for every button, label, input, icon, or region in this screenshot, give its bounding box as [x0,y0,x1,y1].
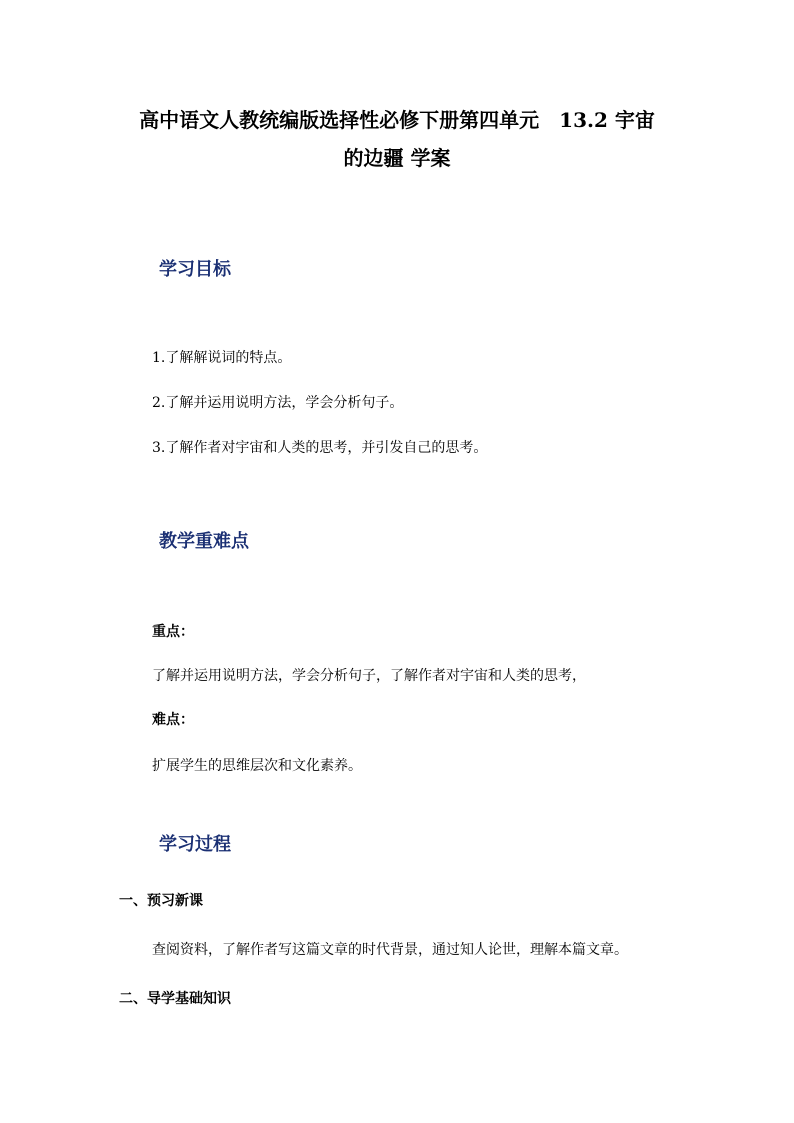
section-2-title: 二、导学基础知识 [119,991,231,1007]
document-title-line-2: 的边疆 学案 [343,146,451,170]
learning-process-heading: 学习过程 [159,834,231,855]
focus-label: 重点： [152,624,194,640]
difficulty-text: 扩展学生的思维层次和文化素养。 [152,758,362,774]
document-title-line-1: 高中语文人教统编版选择性必修下册第四单元 13.2 宇宙 [139,108,655,132]
learning-goal-item-1: 1.了解解说词的特点。 [152,350,292,366]
difficulty-label: 难点： [152,712,194,728]
learning-goal-item-3: 3.了解作者对宇宙和人类的思考，并引发自己的思考。 [152,440,488,456]
section-1-text: 查阅资料，了解作者写这篇文章的时代背景，通过知人论世，理解本篇文章。 [152,942,628,958]
learning-goal-item-2: 2.了解并运用说明方法，学会分析句子。 [152,395,404,411]
focus-text: 了解并运用说明方法，学会分析句子，了解作者对宇宙和人类的思考， [152,668,586,684]
section-1-title: 一、预习新课 [119,893,203,909]
learning-goals-heading: 学习目标 [159,259,231,280]
key-points-heading: 教学重难点 [159,531,249,552]
